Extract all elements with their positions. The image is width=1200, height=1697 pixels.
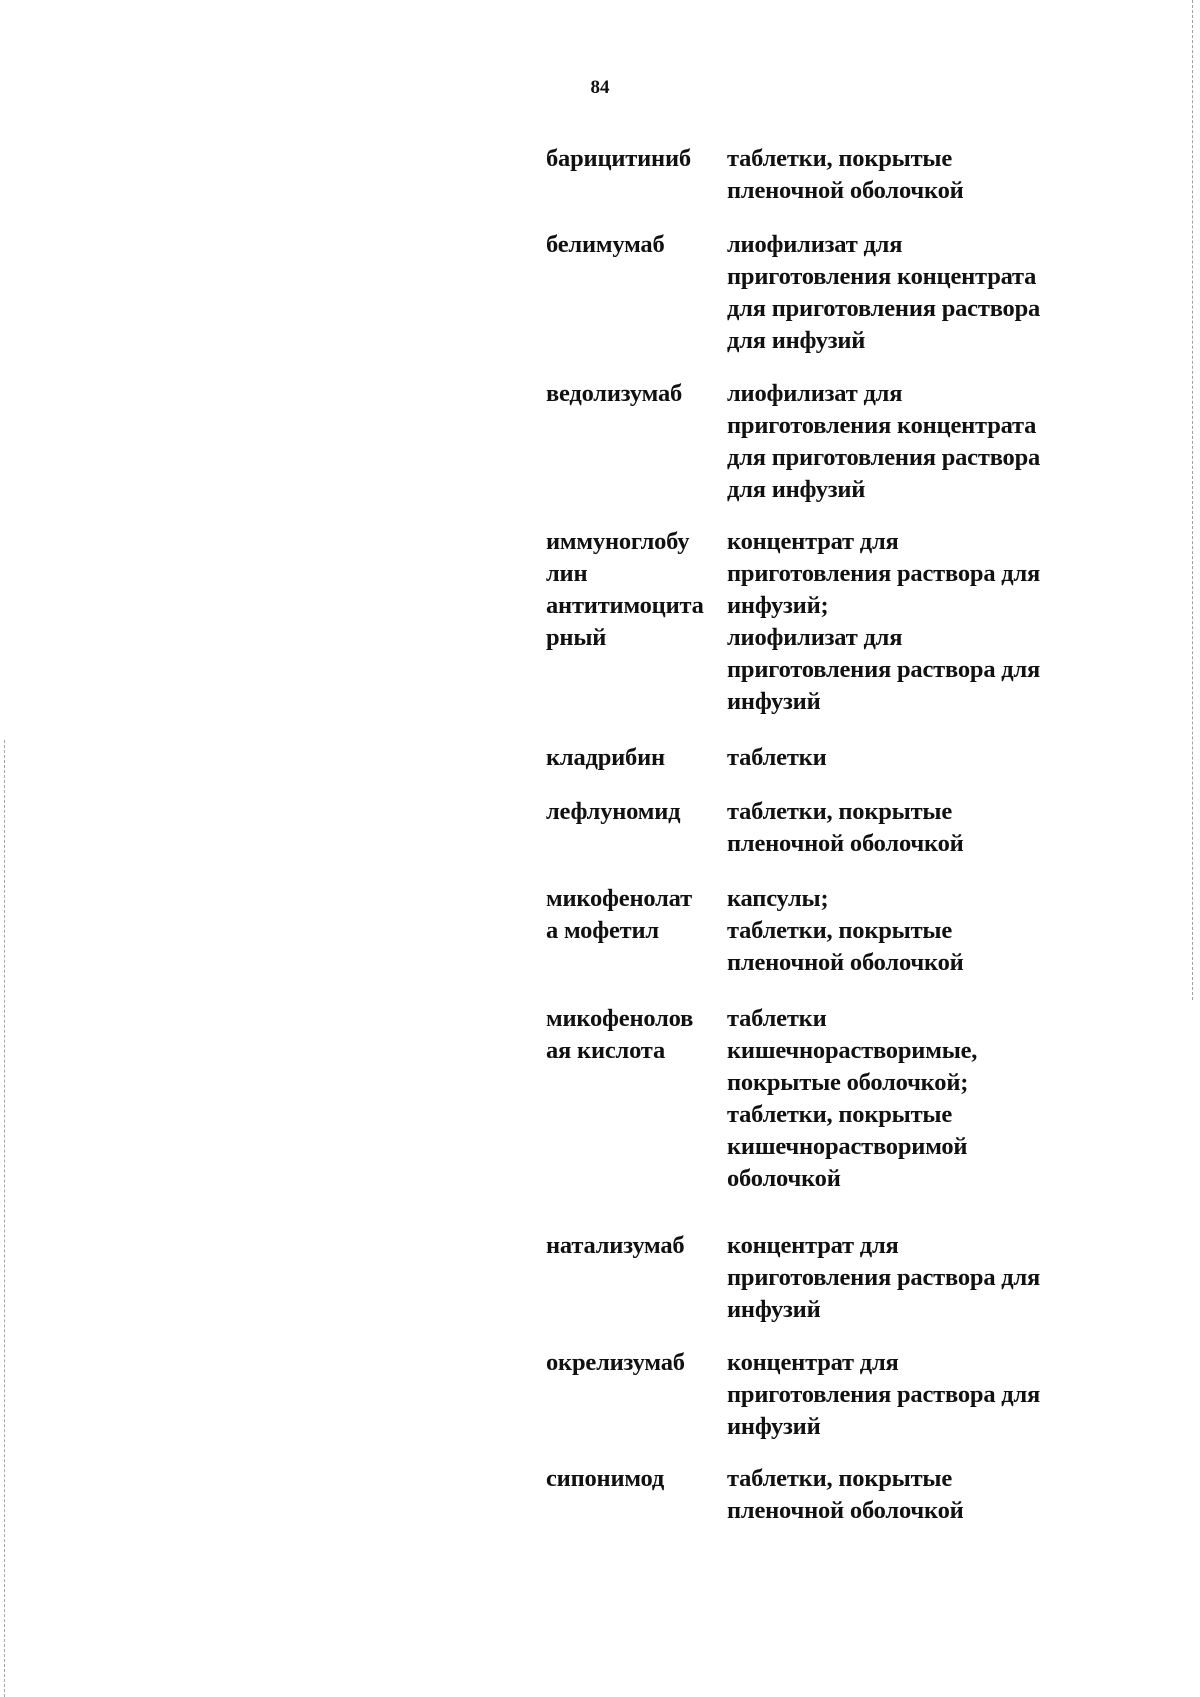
drug-name-line: антитимоцита	[546, 592, 704, 619]
drug-name	[546, 1347, 685, 1379]
dosage-form-line: таблетки	[727, 744, 827, 771]
dosage-form-line: таблетки	[727, 1005, 827, 1032]
dosage-form-line: капсулы;	[727, 885, 829, 912]
dosage-form	[727, 1003, 977, 1195]
dosage-form-line: инфузий	[727, 1413, 821, 1440]
drug-name-line: рный	[546, 624, 607, 651]
dosage-form	[727, 143, 964, 207]
dosage-form	[727, 229, 1040, 357]
dosage-form	[727, 796, 964, 860]
dosage-form-line: приготовления концентрата	[727, 263, 1037, 290]
dosage-form-line: таблетки, покрытые	[727, 917, 953, 944]
dosage-form-line: кишечнорастворимой	[727, 1133, 968, 1160]
dosage-form-line: приготовления концентрата	[727, 412, 1037, 439]
dosage-form-line: пленочной оболочкой	[727, 177, 964, 204]
dosage-form-line: пленочной оболочкой	[727, 949, 964, 976]
dosage-form-line: лиофилизат для	[727, 380, 903, 407]
drug-name	[546, 229, 665, 261]
dosage-form-line: инфузий	[727, 1296, 821, 1323]
drug-name-line: микофенолов	[546, 1005, 694, 1032]
dosage-form-line: пленочной оболочкой	[727, 1497, 964, 1524]
drug-name-line: лин	[546, 560, 588, 587]
dosage-form-line: инфузий	[727, 688, 821, 715]
drug-name-line: ведолизумаб	[546, 380, 683, 407]
dosage-form-line: лиофилизат для	[727, 231, 903, 258]
page-number: 84	[590, 77, 610, 98]
dosage-form-line: приготовления раствора для	[727, 1381, 1041, 1408]
drug-name-line: а мофетил	[546, 917, 659, 944]
dosage-form	[727, 1463, 964, 1527]
drug-name-line: натализумаб	[546, 1232, 685, 1259]
drug-name	[546, 526, 704, 654]
drug-name-line: иммуноглобу	[546, 528, 690, 555]
dosage-form	[727, 1347, 1040, 1443]
scan-edge-left	[4, 740, 6, 1697]
dosage-form-line: таблетки, покрытые	[727, 1465, 953, 1492]
dosage-form-line: для приготовления раствора	[727, 444, 1041, 471]
drug-name	[546, 1463, 664, 1495]
dosage-form	[727, 742, 827, 774]
drug-name-line: окрелизумаб	[546, 1349, 685, 1376]
dosage-form-line: лиофилизат для	[727, 624, 903, 651]
dosage-form-line: таблетки, покрытые	[727, 145, 953, 172]
dosage-form-line: для приготовления раствора	[727, 295, 1041, 322]
drug-name	[546, 1003, 693, 1067]
drug-name-line: белимумаб	[546, 231, 665, 258]
drug-name-line: барицитиниб	[546, 145, 691, 172]
dosage-form-line: покрытые оболочкой;	[727, 1069, 969, 1096]
dosage-form-line: приготовления раствора для	[727, 1264, 1041, 1291]
dosage-form-line: кишечнорастворимые,	[727, 1037, 978, 1064]
dosage-form	[727, 883, 964, 979]
scan-edge-right	[1192, 0, 1194, 1000]
drug-name	[546, 883, 692, 947]
drug-name-line: лефлуномид	[546, 798, 681, 825]
dosage-form-line: концентрат для	[727, 528, 899, 555]
dosage-form	[727, 1230, 1040, 1326]
dosage-form-line: приготовления раствора для	[727, 560, 1041, 587]
dosage-form-line: концентрат для	[727, 1232, 899, 1259]
dosage-form-line: концентрат для	[727, 1349, 899, 1376]
drug-name-line: микофенолат	[546, 885, 692, 912]
drug-name	[546, 742, 665, 774]
drug-name	[546, 143, 691, 175]
dosage-form	[727, 526, 1040, 718]
drug-name-line: кладрибин	[546, 744, 665, 771]
dosage-form-line: оболочкой	[727, 1165, 841, 1192]
dosage-form-line: для инфузий	[727, 327, 866, 354]
dosage-form	[727, 378, 1040, 506]
dosage-form-line: для инфузий	[727, 476, 866, 503]
dosage-form-line: таблетки, покрытые	[727, 1101, 953, 1128]
dosage-form-line: приготовления раствора для	[727, 656, 1041, 683]
drug-name	[546, 796, 680, 828]
dosage-form-line: таблетки, покрытые	[727, 798, 953, 825]
drug-name	[546, 1230, 684, 1262]
dosage-form-line: инфузий;	[727, 592, 829, 619]
drug-name-line: ая кислота	[546, 1037, 665, 1064]
drug-name-line: сипонимод	[546, 1465, 665, 1492]
dosage-form-line: пленочной оболочкой	[727, 830, 964, 857]
drug-name	[546, 378, 682, 410]
